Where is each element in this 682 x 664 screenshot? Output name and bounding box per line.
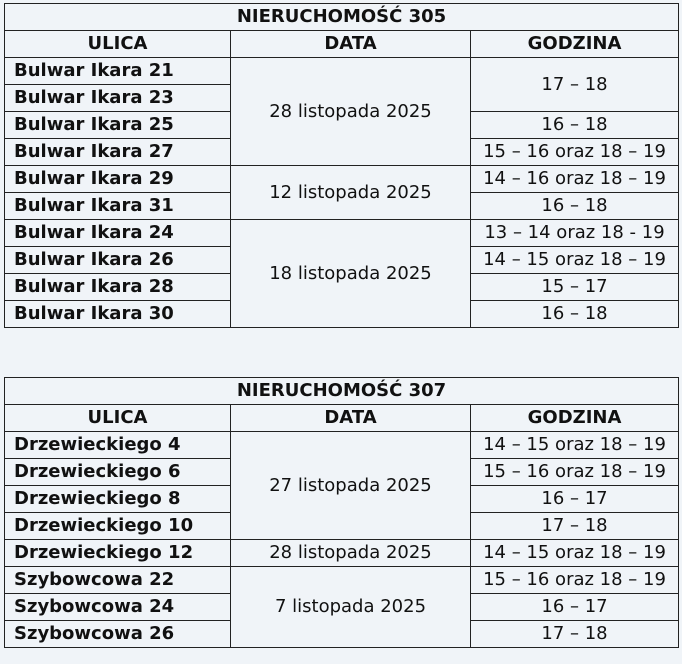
street-cell: Drzewieckiego 8 xyxy=(5,486,231,513)
hours-cell: 17 – 18 xyxy=(471,513,679,540)
street-cell: Szybowcowa 24 xyxy=(5,594,231,621)
street-cell: Bulwar Ikara 29 xyxy=(5,166,231,193)
date-cell: 28 listopada 2025 xyxy=(231,540,471,567)
street-cell: Bulwar Ikara 27 xyxy=(5,139,231,166)
header-godzina: GODZINA xyxy=(471,31,679,58)
street-cell: Bulwar Ikara 30 xyxy=(5,301,231,328)
hours-cell: 14 – 15 oraz 18 – 19 xyxy=(471,540,679,567)
table-row xyxy=(5,58,679,85)
header-data: DATA xyxy=(231,31,471,58)
header-row xyxy=(5,405,679,432)
street-cell: Drzewieckiego 6 xyxy=(5,459,231,486)
street-cell: Bulwar Ikara 21 xyxy=(5,58,231,85)
header-ulica: ULICA xyxy=(5,405,231,432)
street-cell: Szybowcowa 22 xyxy=(5,567,231,594)
hours-cell: 16 – 17 xyxy=(471,594,679,621)
hours-cell: 13 – 14 oraz 18 - 19 xyxy=(471,220,679,247)
street-cell: Bulwar Ikara 24 xyxy=(5,220,231,247)
hours-cell: 14 – 16 oraz 18 – 19 xyxy=(471,166,679,193)
schedule-table-307 xyxy=(4,377,679,648)
table-title-row xyxy=(5,4,679,31)
hours-cell: 16 – 18 xyxy=(471,112,679,139)
street-cell: Drzewieckiego 4 xyxy=(5,432,231,459)
date-cell: 12 listopada 2025 xyxy=(231,166,471,220)
hours-cell: 16 – 17 xyxy=(471,486,679,513)
header-godzina: GODZINA xyxy=(471,405,679,432)
table-title-row xyxy=(5,378,679,405)
header-data: DATA xyxy=(231,405,471,432)
hours-cell: 15 – 16 oraz 18 – 19 xyxy=(471,459,679,486)
table-row xyxy=(5,540,679,567)
table-row xyxy=(5,220,679,247)
hours-cell: 14 – 15 oraz 18 – 19 xyxy=(471,432,679,459)
table-row xyxy=(5,432,679,459)
hours-cell: 15 – 16 oraz 18 – 19 xyxy=(471,567,679,594)
date-cell: 7 listopada 2025 xyxy=(231,567,471,648)
hours-cell: 15 – 16 oraz 18 – 19 xyxy=(471,139,679,166)
date-cell: 28 listopada 2025 xyxy=(231,58,471,166)
street-cell: Bulwar Ikara 31 xyxy=(5,193,231,220)
street-cell: Bulwar Ikara 23 xyxy=(5,85,231,112)
street-cell: Bulwar Ikara 25 xyxy=(5,112,231,139)
hours-cell: 15 – 17 xyxy=(471,274,679,301)
header-ulica: ULICA xyxy=(5,31,231,58)
table-title: NIERUCHOMOŚĆ 307 xyxy=(5,378,679,405)
street-cell: Drzewieckiego 10 xyxy=(5,513,231,540)
hours-cell: 14 – 15 oraz 18 – 19 xyxy=(471,247,679,274)
street-cell: Szybowcowa 26 xyxy=(5,621,231,648)
street-cell: Drzewieckiego 12 xyxy=(5,540,231,567)
date-cell: 18 listopada 2025 xyxy=(231,220,471,328)
street-cell: Bulwar Ikara 28 xyxy=(5,274,231,301)
date-cell: 27 listopada 2025 xyxy=(231,432,471,540)
street-cell: Bulwar Ikara 26 xyxy=(5,247,231,274)
table-row xyxy=(5,166,679,193)
header-row xyxy=(5,31,679,58)
hours-cell: 17 – 18 xyxy=(471,58,679,112)
table-row xyxy=(5,567,679,594)
hours-cell: 17 – 18 xyxy=(471,621,679,648)
hours-cell: 16 – 18 xyxy=(471,193,679,220)
schedule-table-305 xyxy=(4,3,679,328)
hours-cell: 16 – 18 xyxy=(471,301,679,328)
table-title: NIERUCHOMOŚĆ 305 xyxy=(5,4,679,31)
